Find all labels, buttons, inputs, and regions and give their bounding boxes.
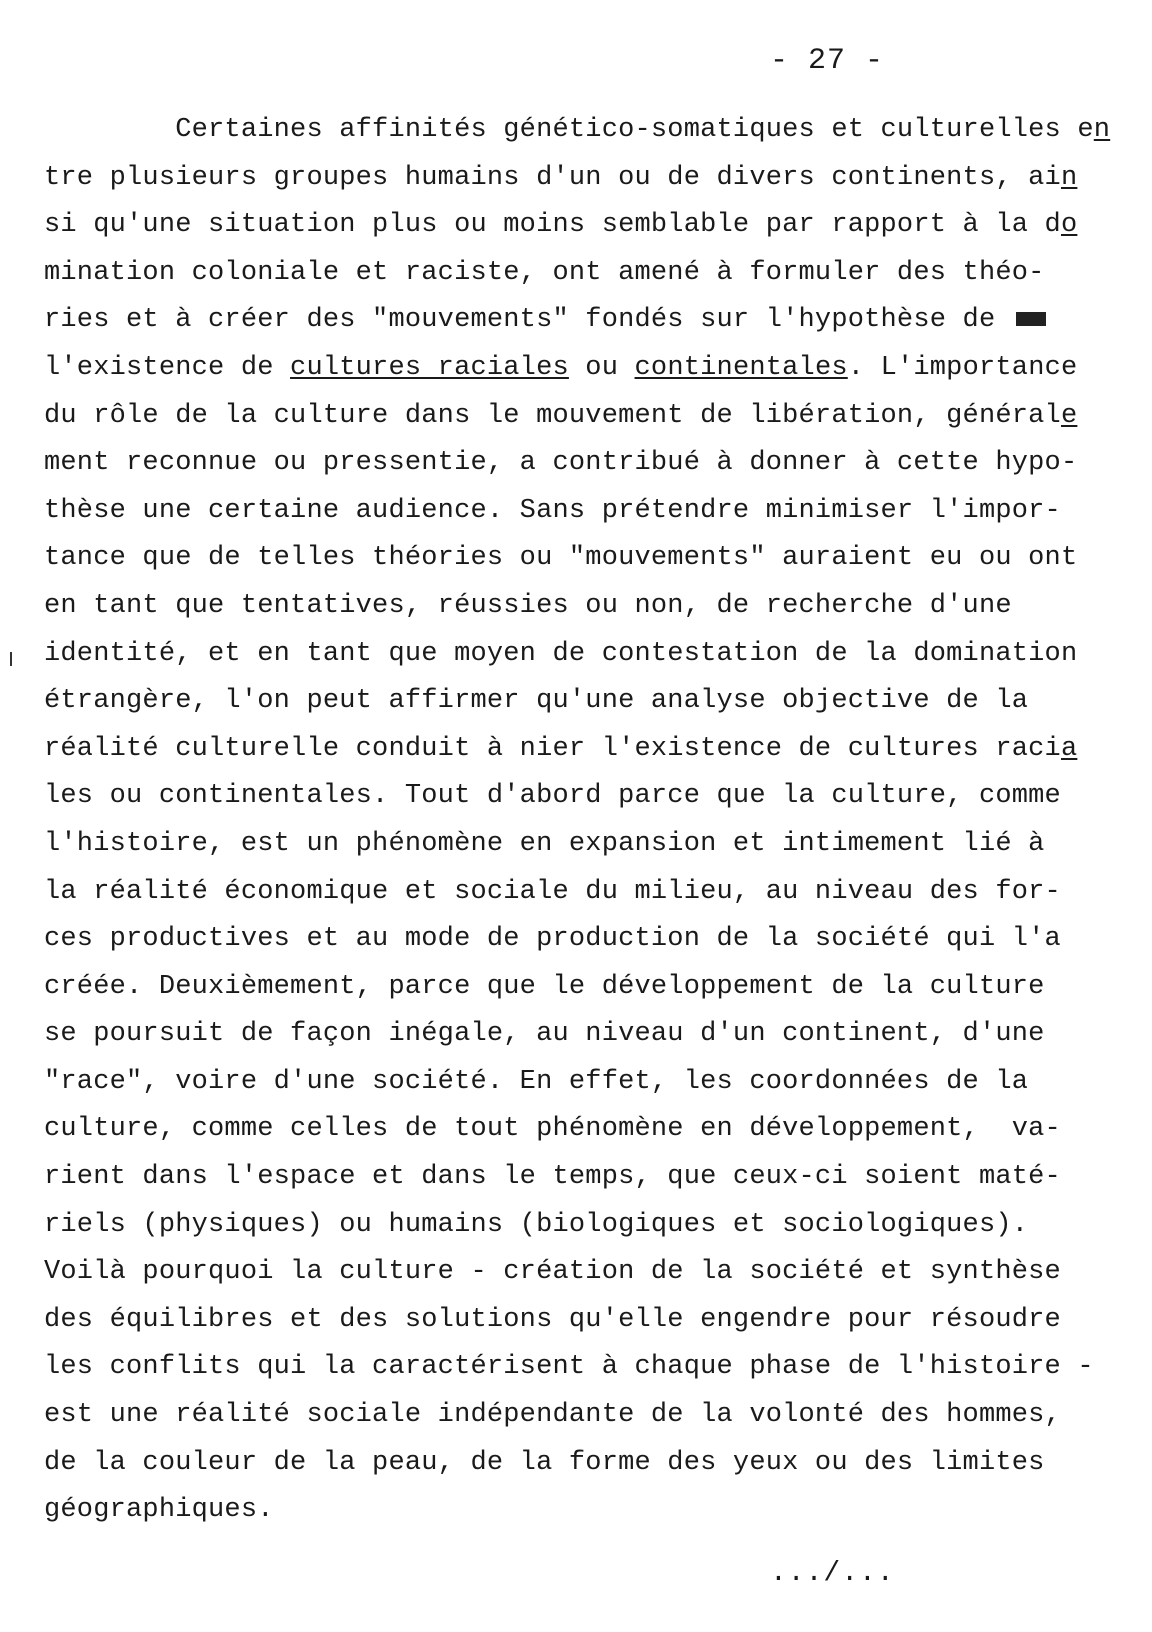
text-run: de la couleur de la peau, de la forme des yeux ou des limites [44, 1447, 1045, 1478]
underlined-text: continentales [634, 352, 848, 383]
text-line [44, 821, 1114, 869]
text-line [44, 1392, 1114, 1440]
text-line [44, 202, 1114, 250]
text-line [44, 678, 1114, 726]
text-run: ou [568, 352, 635, 383]
text-line [44, 345, 1114, 393]
text-line [44, 535, 1114, 583]
text-line [44, 583, 1114, 631]
underlined-text: e [1060, 400, 1078, 431]
text-line [44, 773, 1114, 821]
text-line [44, 1297, 1114, 1345]
text-line [44, 631, 1114, 679]
redacted-word [1016, 312, 1046, 326]
text-line [44, 1440, 1114, 1488]
text-line [44, 964, 1114, 1012]
continuation-mark: .../... [770, 1558, 895, 1589]
text-run: "race", voire d'une société. En effet, les coordonnées de la [44, 1066, 1029, 1097]
underlined-text: n [1093, 115, 1111, 145]
text-run: Certaines affinités génético-somatiques et culturelles e [44, 115, 1094, 145]
page-number: - 27 - [770, 44, 885, 78]
text-line [44, 1249, 1114, 1297]
text-run: tre plusieurs groupes humains d'un ou de divers continents, ai [44, 162, 1061, 193]
text-line [44, 726, 1114, 774]
text-line [44, 869, 1114, 917]
text-run: ment reconnue ou pressentie, a contribué à donner à cette hypo- [44, 448, 1078, 479]
text-line [44, 1487, 1114, 1535]
text-run: ces productives et au mode de production de la société qui l'a [44, 924, 1061, 955]
text-line [44, 440, 1114, 488]
text-run: thèse une certaine audience. Sans prétendre minimiser l'impor- [44, 495, 1061, 526]
text-line [44, 250, 1114, 298]
text-run: se poursuit de façon inégale, au niveau d'un continent, d'une [44, 1019, 1045, 1050]
text-line [44, 155, 1114, 203]
text-run: culture, comme celles de tout phénomène en développement, va- [44, 1114, 1061, 1145]
text-run: si qu'une situation plus ou moins semblable par rapport à la d [44, 210, 1061, 241]
text-run: du rôle de la culture dans le mouvement de libération, général [44, 400, 1061, 431]
text-line [44, 1011, 1114, 1059]
text-line [44, 393, 1114, 441]
text-run: créée. Deuxièmement, parce que le développement de la culture [44, 971, 1045, 1002]
text-line [44, 1154, 1114, 1202]
text-run: des équilibres et des solutions qu'elle engendre pour résoudre [44, 1304, 1061, 1335]
text-run: . L'importance [847, 352, 1078, 383]
underlined-text: n [1060, 162, 1078, 193]
text-run: mination coloniale et raciste, ont amené à formuler des théo- [44, 257, 1045, 288]
text-run: les conflits qui la caractérisent à chaque phase de l'histoire - [44, 1352, 1094, 1383]
text-run: riels (physiques) ou humains (biologiques et sociologiques). [44, 1209, 1029, 1240]
text-line [44, 1059, 1114, 1107]
underlined-text: a [1060, 733, 1078, 764]
text-run: identité, et en tant que moyen de contestation de la domination [44, 638, 1078, 669]
text-line [44, 297, 1114, 345]
text-run: les ou continentales. Tout d'abord parce que la culture, comme [44, 781, 1061, 812]
text-run: rient dans l'espace et dans le temps, que ceux-ci soient maté- [44, 1162, 1061, 1193]
text-line [44, 488, 1114, 536]
underlined-text: cultures raciales [290, 352, 569, 383]
text-run: tance que de telles théories ou "mouvements" auraient eu ou ont [44, 543, 1078, 574]
text-line [44, 107, 1114, 155]
text-run: réalité culturelle conduit à nier l'existence de cultures raci [44, 733, 1061, 764]
text-run: en tant que tentatives, réussies ou non, de recherche d'une [44, 590, 1012, 621]
text-line [44, 916, 1114, 964]
text-run: ries et à créer des "mouvements" fondés sur l'hypothèse de [44, 305, 1012, 336]
body-paragraph [44, 107, 1114, 1535]
text-run: Voilà pourquoi la culture - création de la société et synthèse [44, 1257, 1061, 1288]
text-line [44, 1202, 1114, 1250]
underlined-text: o [1060, 210, 1078, 241]
text-line [44, 1106, 1114, 1154]
text-run: l'existence de [44, 352, 291, 383]
text-run: la réalité économique et sociale du milieu, au niveau des for- [44, 876, 1061, 907]
text-run: étrangère, l'on peut affirmer qu'une analyse objective de la [44, 686, 1029, 717]
margin-mark [10, 652, 12, 666]
text-run: est une réalité sociale indépendante de la volonté des hommes, [44, 1400, 1061, 1431]
text-run: l'histoire, est un phénomène en expansion et intimement lié à [44, 828, 1045, 859]
text-line [44, 1344, 1114, 1392]
text-run: géographiques. [44, 1495, 274, 1526]
